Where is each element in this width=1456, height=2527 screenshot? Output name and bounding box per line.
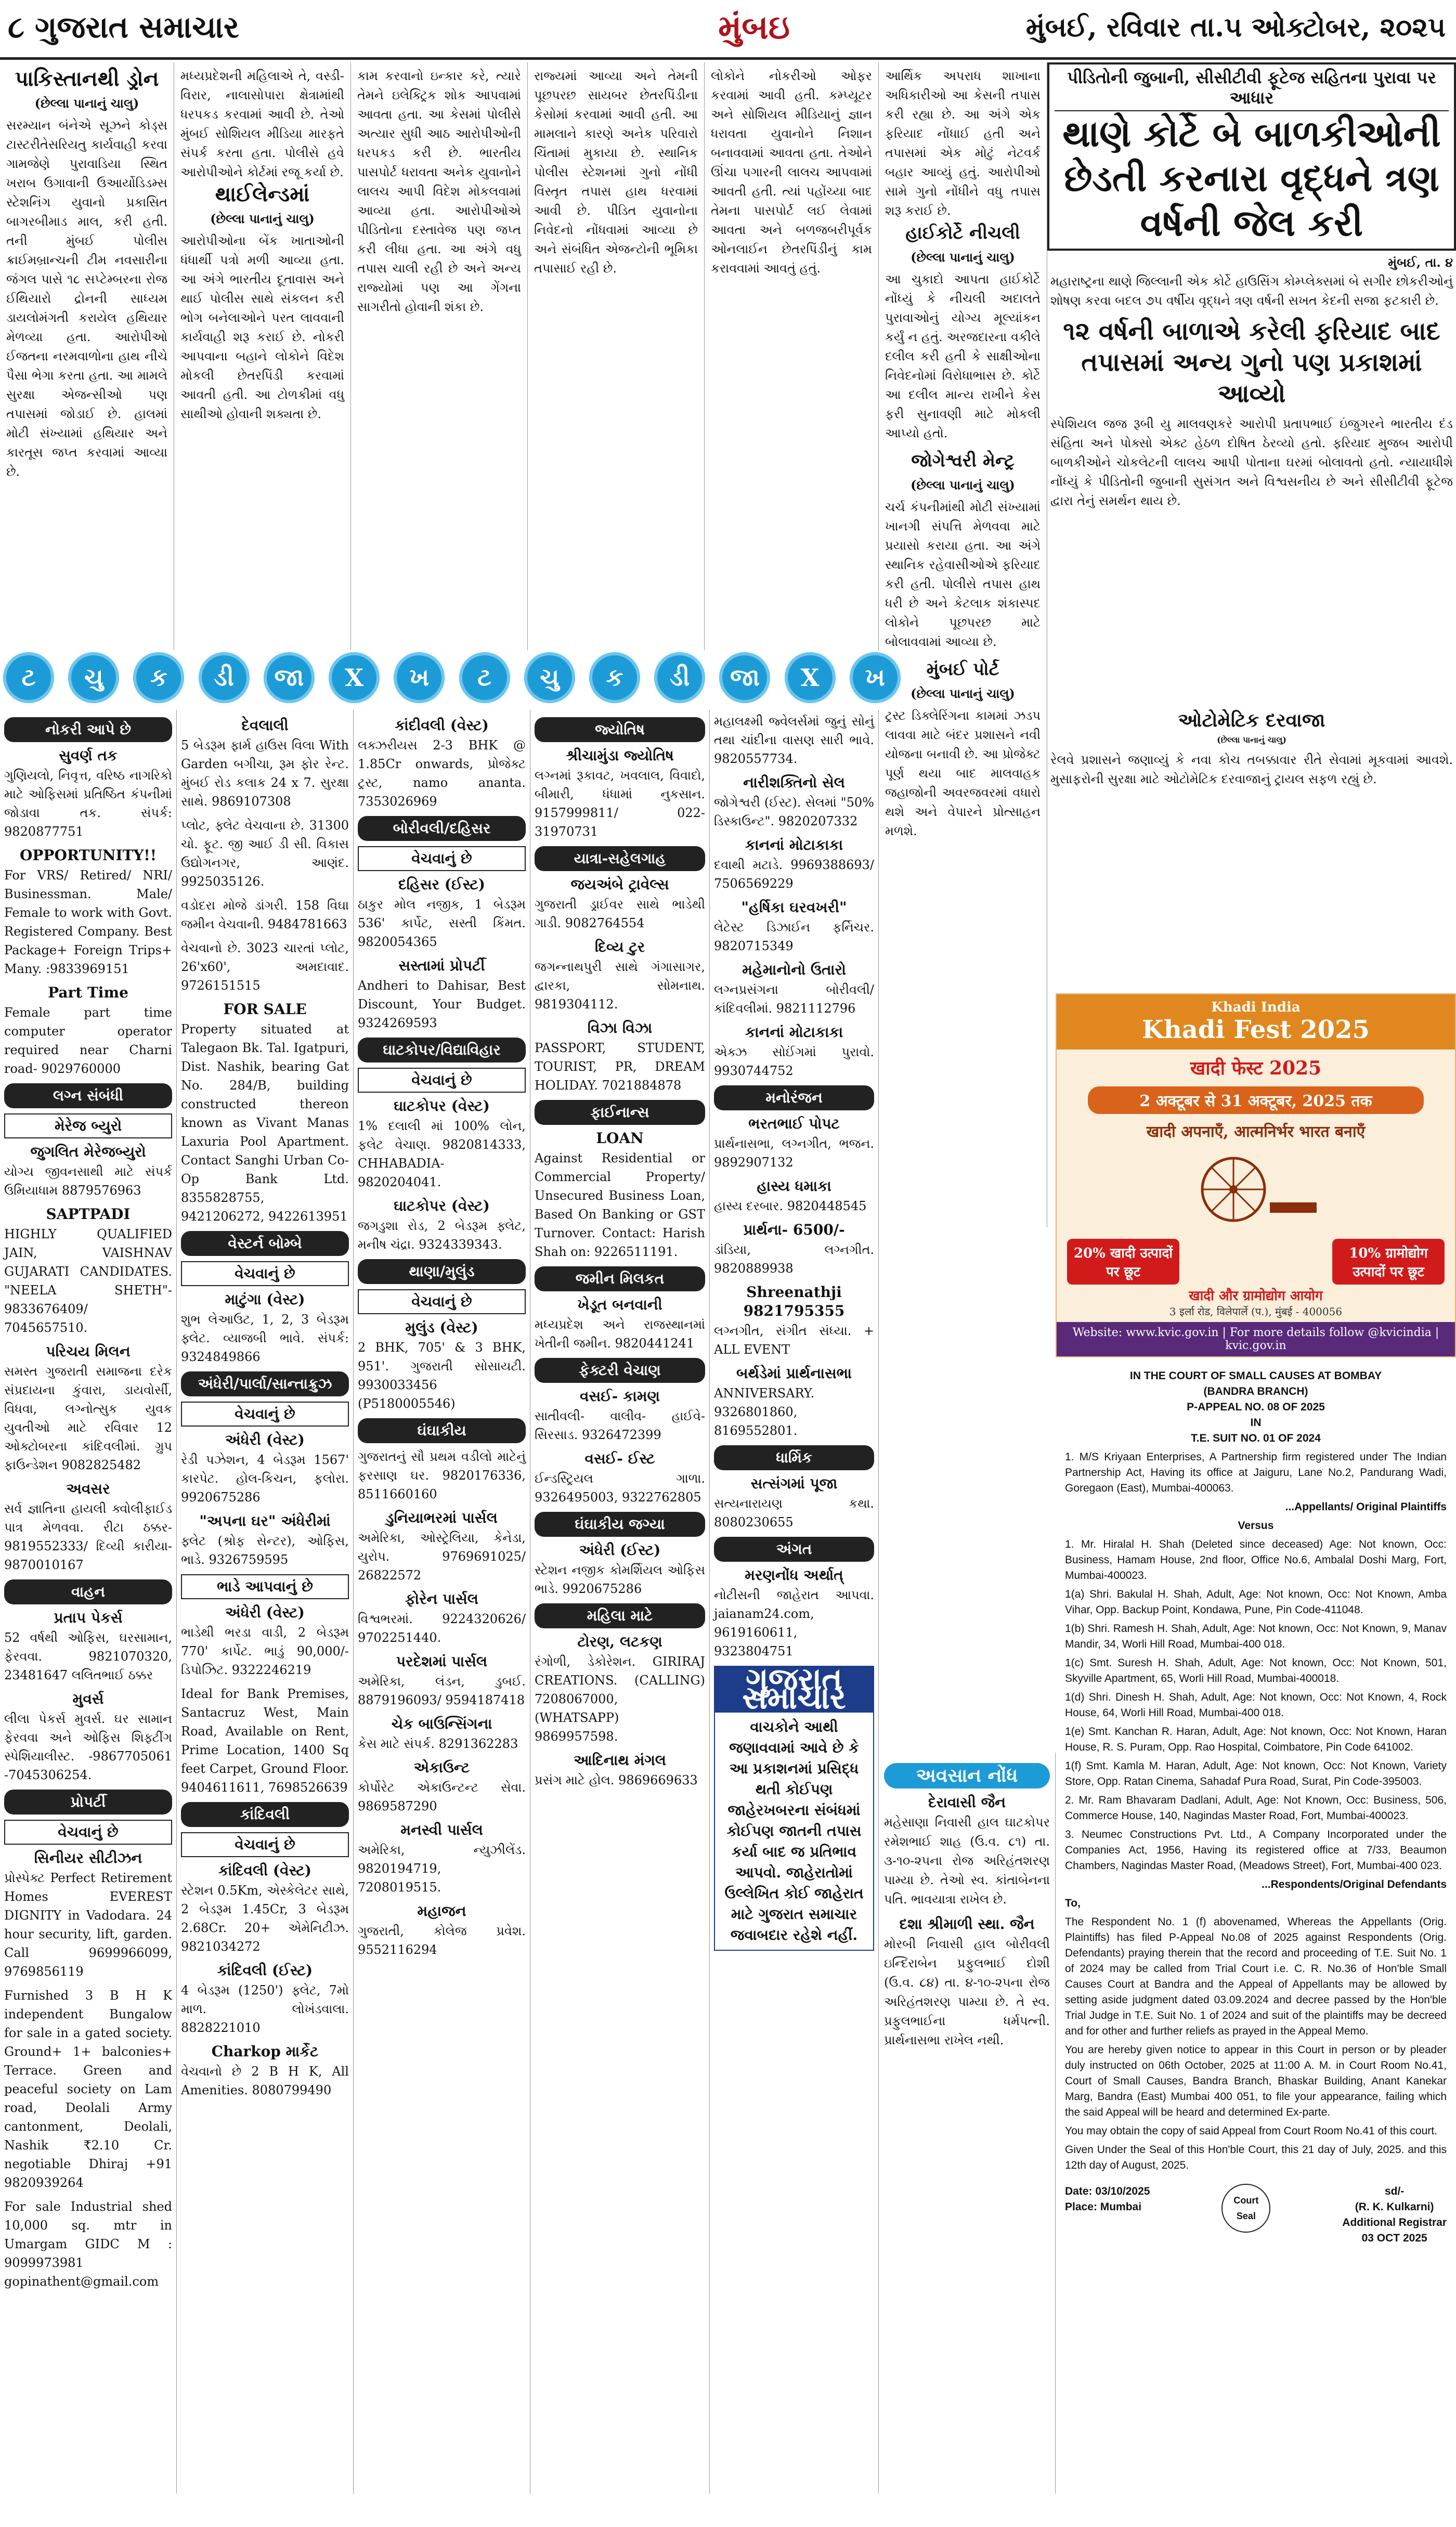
ad-title: કાંદીવલી (વેસ્ટ) xyxy=(395,717,489,734)
highcourt-headline: હાઈકોર્ટે નીચલી xyxy=(905,223,1020,243)
ad-section: વેચવાનું છે xyxy=(4,1820,172,1845)
court-versus: Versus xyxy=(1238,1520,1274,1532)
ad-title: પરદેશમાં પાર્સલ xyxy=(396,1653,488,1670)
ad-item: પ્રાર્થનાસભા, લગ્નગીત, ભજન. 9892907132 xyxy=(714,1136,874,1170)
khadi-offer-2: 10% ग्रामोद्योग उत्पादों पर छूट xyxy=(1332,1239,1445,1285)
right-story-box xyxy=(1047,62,1456,251)
category-vehicle: વાહન xyxy=(4,1579,172,1604)
khadi-tagline: खादी अपनाएँ, आत्मनिर्भर भारत बनाएँ xyxy=(1146,1123,1366,1141)
ad-title: એકાઉન્ટ xyxy=(413,1759,470,1776)
ad-item: જગડુશા રોડ, 2 બેડરૂમ ફ્લેટ, મનીષ ચંદ્રા. 9324339343. xyxy=(358,1219,526,1252)
ad-title: અંધેરી (વેસ્ટ) xyxy=(225,1431,305,1448)
ad-title: આદિનાથ મંગલ xyxy=(574,1752,666,1769)
ad-title: ખેડૂત બનવાની xyxy=(577,1296,662,1313)
classifieds-column-3 xyxy=(354,710,530,2494)
court-seal: Court Seal xyxy=(1221,2184,1270,2233)
ad-item: પ્લોટ, ફ્લેટ વેચવાના છે. 31300 ચો. ફૂટ. જી આઈ ડી સી. વિકાસ ઉદ્યોગનગર, આણંદ. 9925035126. xyxy=(181,818,349,889)
khadi-title: Khadi Fest 2025 xyxy=(1142,1015,1370,1044)
ad-item: ઠાકુર મોલ નજીક, 1 બેડરૂમ 536' કાર્પેટ, સસ્તી કિંમત. 9820054365 xyxy=(358,897,526,949)
ad-title: મુલુંડ (વેસ્ટ) xyxy=(405,1319,478,1336)
ad-title: સત્સંગમાં પૂજા xyxy=(750,1475,838,1492)
ad-item: લગ્નપ્રસંગના બોરીવલી/ કાંદિવલીમાં. 9821112796 xyxy=(714,982,874,1016)
category-factory: ફેક્ટરી વેચાણ xyxy=(535,1358,705,1383)
banner-letter: ટ xyxy=(3,652,54,703)
banner-letter: ખ xyxy=(850,652,901,703)
right-story-body-2: સ્પેશિયલ જજ રૂબી યુ માલવણકરે આરોપી પ્રતાપભાઈ ઇંજુગરને ભારતીય દંડ સંહિતા અને પોક્સો એક્ટ હેઠળ દોષિત ઠેરવ્યો હતો. ફરિયાદ મુજબ આરોપી બાળકીઓને ચોકલેટની લાલચ આપી પોતાના ઘરમાં બોલાવતો હતો. ન્યાયાધીશે નોંધ્યું કે પીડિતોની જુબાની સુસંગત અને વિશ્વસનીય છે અને સીસીટીવી ફૂટેજ દ્વારા તેનું સમર્થન થાય છે. xyxy=(1050,417,1453,508)
ad-item: લગ્નગીત, સંગીત સંધ્યા. + ALL EVENT xyxy=(714,1324,874,1357)
ad-item: પ્રોસ્પેક્ટ Perfect Retirement Homes EVEREST DIGNITY in Vadodara. 24 hour security, lift, garden. Call 9699966099, 9769856119 xyxy=(4,1871,172,1979)
ad-title: "અપના ઘર" અંધેરીમાં xyxy=(199,1512,331,1530)
ad-item: સમસ્ત ગુજરાતી સમાજના દરેક સંપ્રદાયના કુંવારા, ડાયવોર્સી, વિધવા, લગ્નોત્સુક યુવક યુવતીઓ માટે રવિવાર 12 ઓક્ટોબરના કાંદિવલીમાં. ગ્રુપ ફાઉન્ડેશન 9082825482 xyxy=(4,1364,172,1472)
ad-item: પ્રસંગ માટે હોલ. 9869669633 xyxy=(535,1773,698,1787)
ad-item: HIGHLY QUALIFIED JAIN, VAISHNAV GUJARATI CANDIDATES. "NEELA SHETH"- 9833676409/ 7045657510. xyxy=(4,1227,172,1335)
port-body: ટ્રસ્ટ ડિક્લેરિંગના કામમાં ઝડપ લાવવા માટે બંદર પ્રશાસને નવી યોજના બનાવી છે. આ પ્રોજેક્ટ પૂર્ણ થયા બાદ માલવાહક જહાજોની અવરજવરમાં વધારો થશે અને વેપારને પ્રોત્સાહન મળશે. xyxy=(885,708,1041,838)
ad-item: Female part time computer operator required near Charni road- 9029760000 xyxy=(4,1005,172,1076)
banner-letter: X xyxy=(785,652,836,703)
ad-item: એક્ઝ સોઈંગમાં પુરાવો. 9930744752 xyxy=(714,1045,874,1078)
khadi-footer: Website: www.kvic.gov.in | For more details follow @kvicindia | kvic.gov.in xyxy=(1057,1322,1455,1356)
ad-item: 1% દલાલી માં 100% લોન, ફલેટ વેચાણ. 9820814333, CHHABADIA- 9820204041. xyxy=(358,1119,526,1189)
news-column-5 xyxy=(705,62,879,650)
category-entertainment: મનોરંજન xyxy=(714,1085,874,1110)
ad-item: ભાડેથી ભરડા વાડી, 2 બેડરૂમ 770' કાર્પેટ. ભાડું 90,000/- ડિપોઝિટ. 9322246219 xyxy=(181,1625,349,1677)
ad-title: અંધેરી (વેસ્ટ) xyxy=(225,1604,305,1621)
category-business-space: ઘંઘાકીય જગ્યા xyxy=(535,1512,705,1537)
ad-section: ભાડે આપવાનું છે xyxy=(181,1574,349,1599)
ad-title: બર્થડેમાં પ્રાર્થનાસભા xyxy=(736,1365,852,1382)
col5-body: લોકોને નોકરીઓ ઓફર કરવામાં આવી હતી. કમ્પ્યૂટર અને સોશિયલ મીડિયાનું જ્ઞાન ધરાવતા યુવાનોને નિશાન બનાવવામાં આવતા હતા. તેઓને ઊંચા પગારની લાલચ આપવામાં આવતી હતી. ત્યાં પહોંચ્યા બાદ તેમના પાસપોર્ટ લઈ લેવામાં આવતા અને બળજબરીપૂર્વક ઓનલાઈન છેતરપિંડીનું કામ કરાવવામાં આવતું હતું. xyxy=(711,69,872,276)
ad-title: પરિચય મિલન xyxy=(46,1343,131,1360)
drone-body: સરમ્યાન બંનેએ સૂઝને કોડ્સ ટાસ્ટરીતેસરિયતુ કાર્યવાહી કરવા ગામજેણે પુરાવાડિયા સ્થિત ખરાબ ઉગાવાની ઉઆર્યોડિડમ્સ સ્ટેશનિંગ યુવાનો પ્રકાસિત બાગરબીમાડ માલ, કરી હતી. તની મુંબઈ પોલીસ ક્રાઈમબ્રાન્ચની ટીમ નવસારીના જંગલ પાસે ૧૮ સપ્ટેમ્બરના રોજ ઈથિયારો દ્રોનની સાધ્યમ ડાયલોમંગતી કરાયેલ હથિયાર મેળવ્યા હતા. આરોપીઓ ઈજતના નરમવાળોના હાથ નીચે પૈસા ભેગા કરતા હતા. આ મામલે સુરક્ષા એજન્સીઓ પણ તપાસમાં જોડાઈ છે. હાલમાં મોટી સંખ્યામાં હથિયાર અને કારતૂસ જપ્ત કરવામાં આવ્યા છે. xyxy=(6,118,167,479)
right-story-subhead: ૧૨ વર્ષની બાળાએ કરેલી ફરિયાદ બાદ તપાસમાં અન્ય ગુનો પણ પ્રકાશમાં આવ્યો xyxy=(1063,317,1440,408)
obituary-2-text: મોરબી નિવાસી હાલ બોરીવલી ઇન્દિરાબેન પ્રફુલભાઈ દોશી (ઉ.વ. ૮૪) તા. ૪-૧૦-૨૫ના રોજ અરિહંતશરણ પામ્યા છે. તે સ્વ. પ્રફુલભાઈના ધર્મપત્ની. પ્રાર્થનાસભા રાખેલ નથી. xyxy=(884,1937,1050,2047)
ad-title: શ્રીચામુંડા જ્યોતિષ xyxy=(566,747,674,764)
right-story-headline: થાણે કોર્ટે બે બાળકીઓની છેડતી કરનારા વૃદ્ધને ત્રણ વર્ષની જેલ કરી xyxy=(1062,112,1441,244)
ad-section: વેચવાનું છે xyxy=(181,1832,349,1857)
news-column-3 xyxy=(351,62,528,650)
ad-title: જુગલિત મેરેજબ્યુરો xyxy=(30,1143,146,1160)
ad-title: ડુનિયાભરમાં પાર્સલ xyxy=(386,1509,498,1526)
ad-title: વિઝા વિઝા xyxy=(587,1019,653,1036)
ad-item: જોગેશ્વરી (ઈસ્ટ). સેલમાં "50% ડિસ્કાઉન્ટ". 9820207332 xyxy=(714,795,874,828)
ad-title: ઘાટકોપર (વેસ્ટ) xyxy=(394,1197,490,1214)
ad-title: Shreenathji 9821795355 xyxy=(743,1284,845,1319)
jogeshwari-headline: જોગેશ્વરી મેન્ટ્ર xyxy=(911,450,1015,471)
ad-title: માટુંગા (વેસ્ટ) xyxy=(225,1291,305,1308)
ad-item: નોટીસની જાહેરાત આપવા. jaianam24.com, 9619160611, 9323804751 xyxy=(714,1588,874,1658)
court-body: The Respondent No. 1 (f) abovenamed, Whereas the Appellants (Orig. Plaintiffs) has filed P-Appeal No.08 of 2025 against Respondents (Orig. Defendants) praying therein that the record and proceeding of T.E. Suit No. 1 of 2024 may be called from Trial Court i.e. C. R. No.36 of Hon'ble Small Causes Court at Bandra and the Appeal of Appellants may be allowed by setting aside judgment dated 03.09.2024 and decree passed by the Hon'ble Trial Judge in T.E. Suit No. 1 of 2024 and suit of the plaintiffs may be decreed and for other and further reliefs as prayed in the Appeal Memo. xyxy=(1065,1916,1447,2037)
ad-title: ટોરણ, લટકણ xyxy=(577,1633,662,1650)
news-column-4 xyxy=(528,62,705,650)
ad-title: દિવ્ય ટુર xyxy=(594,938,645,955)
port-headline: મુંબઈ પોર્ટ xyxy=(926,659,999,680)
ad-title: SAPTPADI xyxy=(46,1206,131,1223)
khadi-org: खादी और ग्रामोद्योग आयोग xyxy=(1189,1288,1323,1304)
court-party-role: ...Respondents/Original Defendants xyxy=(1262,1878,1447,1890)
col3-body: કામ કરવાનો ઇન્કાર કરે, ત્યારે તેમને ઇલેક્ટ્રિક શોક આપવામાં આવતા હતા. આ કેસમાં પોલીસે અત્યાર સુધી આઠ આરોપીઓની ધરપકડ કરી છે. ભારતીય પાસપોર્ટ ધરાવતા અનેક યુવાનોને લાલચ આપી વિદેશ મોકલવામાં આવ્યા હતા. આરોપીઓએ પીડિતોના દસ્તાવેજ પણ જપ્ત કરી લીધા હતા. આ અંગે વધુ તપાસ ચાલી રહી છે અને અન્ય રાજ્યોમાં પણ આ ગેંગના સાગરીતો હોવાની શંકા છે. xyxy=(357,69,521,314)
category-marriage: લગ્ન સંબંધી xyxy=(4,1083,172,1108)
category-thane: થાણા/મુલુંડ xyxy=(358,1259,526,1284)
banner-letter: ડી xyxy=(654,652,705,703)
category-kandivali: કાંદિવલી xyxy=(181,1802,349,1827)
highcourt-body: આ ચુકાદો આપતા હાઈકોર્ટે નોંધ્યું કે નીચલી અદાલતે પુરાવાઓનું યોગ્ય મૂલ્યાંકન કર્યું ન હતું. અરજદારના વકીલે દલીલ કરી હતી કે સાક્ષીઓના નિવેદનોમાં વિરોધાભાસ છે. કોર્ટે આ દલીલ માન્ય રાખીને કેસ ફરી સુનાવણી માટે મોકલી આપ્યો હતો. xyxy=(885,272,1041,440)
ad-title: મનસ્વી પાર્સલ xyxy=(400,1821,483,1838)
ad-item: 4 બેડરૂમ (1250') ફ્લેટ, 7મો માળ. લોખંડવાલા. 8828221010 xyxy=(181,1983,349,2035)
col6-body: આર્થિક અપરાધ શાખાના અધિકારીઓ આ કેસની તપાસ કરી રહ્યા છે. આ અંગે એક ફરિયાદ નોંધાઈ હતી અને તપાસમાં એક મોટું નેટવર્ક બહાર આવ્યું હતું. આરોપીઓ સામે ગુનો નોંધીને વધુ તપાસ શરૂ કરાઈ છે. xyxy=(885,69,1041,218)
auto-door-body: રેલવે પ્રશાસને જણાવ્યું કે નવા કોચ તબક્કાવાર રીતે સેવામાં મૂકવામાં આવશે. મુસાફરોની સુરક્ષા માટે ઓટોમેટિક દરવાજાનું ટ્રાયલ સફળ રહ્યું છે. xyxy=(1050,753,1453,786)
ad-item: રંગોળી, ડેકોરેશન. GIRIRAJ CREATIONS. (CALLING) 7208067000, (WHATSAPP) 9869957598. xyxy=(535,1654,705,1744)
ad-title: મુવર્સ xyxy=(72,1690,104,1707)
ad-item: For sale Industrial shed 10,000 sq. mtr in Umargam GIDC M : 9099973981 gopinathent@gmail.com xyxy=(4,2199,172,2289)
obituary-2-title: દશા શ્રીમાળી સ્થા. જૈન xyxy=(899,1915,1035,1933)
category-land: જમીન મિલકત xyxy=(535,1266,705,1291)
ad-item: Andheri to Dahisar, Best Discount, Your Budget. 9324269593 xyxy=(358,978,526,1030)
obituary-1-title: દેરાવાસી જૈન xyxy=(928,1794,1006,1811)
gs-notice-brand: ગુજરાત સમાચાર xyxy=(714,1666,874,1712)
issue-date: મુંબઈ, રવિવાર તા.૫ ઓક્ટોબર, ૨૦૨૫ xyxy=(1025,11,1446,43)
category-personal: અંગત xyxy=(714,1537,874,1562)
khadi-brand: Khadi India xyxy=(1211,1000,1301,1015)
banner-letter: ક xyxy=(589,652,640,703)
court-party: 1(b) Shri. Ramesh H. Shah, Adult, Age: Not known, Occ: Not Known, 9, Manav Mandir, 34, Worli Hill Road, Mumbai-400 018. xyxy=(1065,1623,1447,1650)
ad-item: હાસ્ય દરબાર. 9820448545 xyxy=(714,1199,867,1213)
ad-title: Part Time xyxy=(48,984,128,1001)
category-astrology: જ્યોતિષ xyxy=(535,717,705,742)
obituary-1-text: મહેસાણા નિવાસી હાલ ઘાટકોપર રમેશભાઈ શાહ (ઉ.વ. ૮૧) તા. ૩-૧૦-૨૫ના રોજ અરિહંતશરણ પામ્યા છે. તેઓ સ્વ. કાંતાબેનના પતિ. ભાવયાત્રા રાખેલ છે. xyxy=(884,1815,1050,1907)
ad-item: કેસ માટે સંપર્ક. 8291362283 xyxy=(358,1736,518,1751)
category-andheri: અંધેરી/પાર્લા/સાન્તાક્રુઝ xyxy=(181,1371,349,1396)
page-header xyxy=(0,0,1456,60)
banner-letter: ક xyxy=(133,652,184,703)
category-religious: ધાર્મિક xyxy=(714,1445,874,1470)
court-party: 1. M/S Kriyaan Enterprises, A Partnership firm registered under The Indian Partnership Act, Having its office at Jaiguru, Lane No.2, Pandurang Wadi, Goregaon (East), Mumbai-400063. xyxy=(1065,1451,1447,1494)
ad-item: For VRS/ Retired/ NRI/ Businessman. Male/ Female to work with Govt. Registered Company. Best Package+ Foreign Trips+ Many. :9833969151 xyxy=(4,868,172,976)
ad-item: સાતીવલી- વાલીવ- હાઈવે- સિરસાડ. 9326472399 xyxy=(535,1409,705,1442)
court-body: Given Under the Seal of this Hon'ble Court, this 21 day of July, 2025. and this 12th day of August, 2025. xyxy=(1065,2144,1447,2171)
ad-item: ફ્લેટ (શ્રોફ સેન્ટર), ઓફિસ, ભાડે. 9326759595 xyxy=(181,1534,349,1567)
ad-title: "હર્ષિકા ઘરવખરી" xyxy=(741,899,847,916)
court-body: You may obtain the copy of said Appeal from Court Room No.41 of this court. xyxy=(1065,2125,1437,2137)
ad-title: કાંદિવલી (વેસ્ટ) xyxy=(218,1862,312,1879)
category-travel: યાત્રા-સહેલગાહ xyxy=(535,846,705,871)
news-column-drone xyxy=(0,62,174,650)
auto-door-cont: (છેલ્લા પાનાનું ચાલુ) xyxy=(1217,735,1286,745)
category-jobs: નોકરી આપે છે xyxy=(4,717,172,742)
drone-cont: (છેલ્લા પાનાનું ચાલુ) xyxy=(34,96,139,111)
court-party: 2. Mr. Ram Bhavaram Dadlani, Adult, Age: Not Known, Occ: Business, 506, Commerce House, 140, Nagindas Master Road, Fort, Mumbai-400023. xyxy=(1065,1794,1447,1822)
ad-title: સસ્તામાં પ્રોપર્ટી xyxy=(398,957,485,974)
ad-item: લેટેસ્ટ ડિઝાઈન ફર્નિચર. 9820715349 xyxy=(714,920,874,953)
banner-letter: ખ xyxy=(394,652,445,703)
ad-title: કાંદિવલી (ઈસ્ટ) xyxy=(217,1962,313,1979)
court-party: 1. Mr. Hiralal H. Shah (Deleted since deceased) Age: Not known, Occ: Business, Hamam House, 2nd floor, Office No.6, Ambalal Doshi Marg, Fort, Mumbai-400023. xyxy=(1065,1538,1447,1582)
court-party: 1(d) Shri. Dinesh H. Shah, Adult, Age: Not known, Occ: Not Known, 4, Rock House, 64, Worli Hill Road, Mumbai-400 018. xyxy=(1065,1691,1447,1719)
banner-letter: ટ xyxy=(459,652,510,703)
category-finance: ફાઈનાન્સ xyxy=(535,1100,705,1125)
ad-item: 2 BHK, 705' & 3 BHK, 951'. ગુજરાતી સોસાયટી. 9930033456 (P5180005546) xyxy=(358,1340,526,1411)
banner-letter: જા xyxy=(264,652,315,703)
ad-item: વડોદરા મોજે ડાંગરી. 158 વિઘા જમીન વેચવાની. 9484781663 xyxy=(181,898,349,931)
ad-title: વસઈ- કામણ xyxy=(580,1388,660,1405)
ad-item: ડાંડિયા, લગ્નગીત. 9820889938 xyxy=(714,1242,874,1276)
right-story-dateline: મુંબઈ, તા. ૪ xyxy=(1388,255,1453,270)
ad-title: અંધેરી (ઈસ્ટ) xyxy=(579,1541,661,1559)
ad-item: Against Residential or Commercial Property/ Unsecured Business Loan, Based On Banking or GST Turnover. Contact: Harish Shah on: 9226511191. xyxy=(535,1151,705,1259)
khadi-title-hindi: खादी फेस्ट 2025 xyxy=(1190,1057,1322,1079)
spinning-wheel-icon xyxy=(1192,1150,1322,1228)
ad-item: ગુજરાતનું સૌ પ્રથમ વડીલો માટેનું ફરસાણ ઘર. 9820176336, 8511660160 xyxy=(358,1449,526,1501)
ad-title: દેવલાલી xyxy=(241,717,289,734)
ad-title: મહેમાનોનો ઉતારો xyxy=(742,961,846,978)
court-to: To, xyxy=(1065,1897,1081,1909)
ad-title: વસઈ- ઈસ્ટ xyxy=(584,1450,655,1467)
gs-notice-text: વાચકોને આથી જણાવવામાં આવે છે કે આ પ્રકાશનમાં પ્રસિદ્ધ થતી કોઈપણ જાહેરખબરના સંબંધમાં કોઈપણ જાતની તપાસ કર્યા બાદ જ પ્રતિભાવ આપવો. જાહેરાતોમાં ઉલ્લેખિત કોઈ જાહેરાત માટે ગુજરાત સમાચાર જવાબદાર રહેશે નહીં. xyxy=(714,1712,874,1951)
court-heading: IN THE COURT OF SMALL CAUSES AT BOMBAY xyxy=(1129,1370,1382,1382)
paper-name: ગુજરાત સમાચાર xyxy=(35,9,239,45)
court-party: 1(c) Smt. Suresh H. Shah, Adult, Age: Not known, Occ: Not Known, 501, Skyville Apartment, 65, Worli Hill Road, Mumbai-400018. xyxy=(1065,1657,1447,1684)
khadi-dates: 2 अक्टूबर से 31 अक्टूबर, 2025 तक xyxy=(1088,1086,1424,1114)
classifieds-column-1 xyxy=(0,710,177,2494)
ad-title: ઘાટકોપર (વેસ્ટ) xyxy=(394,1097,490,1115)
category-women: મહિલા માટે xyxy=(535,1603,705,1628)
ad-title: સુવર્ણ તક xyxy=(59,747,118,764)
banner-letter: ડી xyxy=(199,652,250,703)
ad-title: નારીશક્તિનો સેલ xyxy=(743,774,845,791)
ad-item: મહાલક્ષ્મી જ્વેલર્સમાં જુનું સોનું તથા ચાંદીના વાસણ સારી ભાવે. 9820557734. xyxy=(714,714,874,766)
page-number: ૮ xyxy=(8,9,24,45)
banner-letter: જા xyxy=(719,652,770,703)
ad-title: કાનનાં મોટાકાકા xyxy=(745,836,843,853)
ad-item: PASSPORT, STUDENT, TOURIST, PR, DREAM HOLIDAY. 7021884878 xyxy=(535,1041,705,1093)
ad-item: ગુજરાતી ડ્રાઈવર સાથે ભાડેથી ગાડી. 9082764554 xyxy=(535,897,705,930)
khadi-offer-1: 20% खादी उत्पादों पर छूट xyxy=(1067,1239,1179,1285)
court-party-role: ...Appellants/ Original Plaintiffs xyxy=(1285,1501,1447,1513)
masthead-left xyxy=(8,9,239,45)
court-sign-date: 03 OCT 2025 xyxy=(1361,2232,1427,2244)
ad-item: લગ્નમાં રૂકાવટ, ખવલાલ, વિવાદો, બીમારી, ધંધામાં નુકસાન. 9157999811/ 022-31970731 xyxy=(535,768,705,839)
ad-title: કાનનાં મોટાકાકા xyxy=(745,1023,843,1041)
court-sign-title: Additional Registrar xyxy=(1342,2217,1447,2228)
auto-door-headline: ઓટોમેટિક દરવાજા xyxy=(1178,709,1325,731)
ad-item: અમેરિકા, લંડન, ડુબઈ. 8879196093/ 9594187418 xyxy=(358,1674,526,1707)
right-story-body xyxy=(1047,251,1456,313)
category-borivali: બોરીવલી/દહિસર xyxy=(358,816,526,841)
ad-title: અવસર xyxy=(66,1480,110,1497)
ad-item: સત્યનારાયણ કથા. 8080230655 xyxy=(714,1496,874,1530)
ad-item: Property situated at Talegaon Bk. Tal. Igatpuri, Dist. Nashik, bearing Gat No. 284/B, building constructed thereon known as Vivant Manas Laxuria Pool Apartment. Contact Sanghi Urban Co-Op Bank Ltd. 8355828755, 9421206272, 9422613951 xyxy=(181,1022,349,1224)
thailand-cont: (છેલ્લા પાનાનું ચાલુ) xyxy=(210,211,315,226)
ad-title: LOAN xyxy=(596,1130,644,1147)
court-branch: (BANDRA BRANCH) xyxy=(1203,1385,1308,1397)
court-party: 1(f) Smt. Kamla M. Haran, Adult, Age: Not known, Occ: Not Known, Variety Store, Opp. Ratan Cinema, Sahadaf Pura Road, Surat, Pin Code-395003. xyxy=(1065,1760,1447,1787)
court-party: 3. Neumec Constructions Pvt. Ltd., A Company Incorporated under the Companies Act, 1956, Having its registered office at 7/33, Beaumon Chambers, Nagindas Master Road, (Meadows Street), Fort, Mumbai-400 023. xyxy=(1065,1829,1447,1872)
ad-section: વેચવાનું છે xyxy=(358,846,526,871)
right-lead-story xyxy=(1047,62,1456,872)
ad-item: શુભ લેઆઉટ, 1, 2, 3 બેડરૂમ ફ્લેટ. વ્યાજબી ભાવે. સંપર્ક: 9324849866 xyxy=(181,1312,349,1364)
port-cont: (છેલ્લા પાનાનું ચાલુ) xyxy=(911,686,1015,701)
ad-item: સ્ટેશન નજીક કોમર્શિયલ ઓફિસ ભાડે. 9920675286 xyxy=(535,1563,705,1596)
classified-banner xyxy=(0,650,904,705)
ad-section: વેચવાનું છે xyxy=(181,1261,349,1286)
ad-item: Furnished 3 B H K independent Bungalow for sale in a gated society. Ground+ 1+ balconies+ Terrace. Green and peaceful society on Lam road, Deolali Army cantonment, Deolali, Nashik ₹2.10 Cr. negotiable Dhiraj +91 9820939264 xyxy=(4,1988,172,2190)
category-property: પ્રોપર્ટી xyxy=(4,1790,172,1815)
court-party: 1(a) Shri. Bakulal H. Shah, Adult, Age: Not known, Occ: Not Known, Amba Vihar, Opp. Backup Point, Kondawa, Pune, Pin Code-411048. xyxy=(1065,1588,1447,1616)
court-sign-name: (R. K. Kulkarni) xyxy=(1355,2201,1434,2213)
ad-item: ગુજરાતી, કોલેજ પ્રવેશ. 9552116294 xyxy=(358,1924,526,1957)
ad-item: 52 વર્ષથી ઓફિસ, ઘરસામાન, ફેરવવા. 9821070320, 23481647 લલિતભાઈ ઠક્કર xyxy=(4,1630,172,1682)
court-sign: sd/- xyxy=(1384,2185,1405,2197)
ad-item: 5 બેડરૂમ ફાર્મ હાઉસ વિલા With Garden બગીચા, રૂમ ફોર રેન્ટ. મુંબઈ રોડ કલાક 24 x 7. સુરક્ષા સાથે. 9869107308 xyxy=(181,738,349,809)
court-footer xyxy=(1065,2184,1447,2246)
classifieds-column-4 xyxy=(530,710,710,2494)
court-place: Place: Mumbai xyxy=(1065,2201,1142,2213)
court-appeal-no: P-APPEAL NO. 08 OF 2025 xyxy=(1187,1401,1325,1413)
ad-item: વેચવાનો છે. 3023 ચારતાં પ્લોટ, 26'x60', અમદાવાદ. 9726151515 xyxy=(181,941,349,993)
ad-title: સિનીયર સીટીઝન xyxy=(34,1849,142,1867)
ad-item: સ્ટેશન 0.5Km, એસ્કેલેટર સાથે, 2 બેડરૂમ 1.45Cr, 3 બેડરૂમ 2.68Cr. 20+ એમેનિટીઝ. 9821034272 xyxy=(181,1883,349,1954)
news-column-thailand xyxy=(174,62,351,650)
ad-item: લીલા પેકર્સ મુવર્સ. ઘર સામાન ફેરવવા અને ઓફિસ શિફ્ટીંગ સ્પેશિયાલીસ્ટ. -9867705061 -7045306254. xyxy=(4,1712,172,1782)
khadi-fest-ad xyxy=(1056,993,1456,1357)
highcourt-cont: (છેલ્લા પાનાનું ચાલુ) xyxy=(911,250,1015,265)
classifieds-column-5 xyxy=(710,710,879,2494)
jogeshwari-cont: (છેલ્લા પાનાનું ચાલુ) xyxy=(911,477,1015,493)
category-business: ઘંઘાકીય xyxy=(358,1418,526,1443)
right-story-body-1: મહારાષ્ટ્રના થાણે જિલ્લાની એક કોર્ટે હાઉસિંગ કોમ્પ્લેક્સમાં બે સગીર છોકરીઓનું શોષણ કરવા બદલ ૭૫ વર્ષીય વૃદ્ધને ત્રણ વર્ષની સખત કેદની સજા ફટકારી છે. xyxy=(1050,274,1453,308)
ad-title: હાસ્ય ધમાકા xyxy=(757,1177,831,1195)
classifieds-column-2 xyxy=(177,710,354,2494)
ad-item: વેચવાનો છે 2 B H K, All Amenities. 8080799490 xyxy=(181,2064,349,2097)
ad-section: વેચવાનું છે xyxy=(358,1289,526,1314)
ad-item: કોર્પોરેટ એકાઉન્ટન્ટ સેવા. 9869587290 xyxy=(358,1780,526,1813)
ad-title: ફોરેન પાર્સલ xyxy=(405,1590,478,1608)
section-title: મુંબઇ xyxy=(718,8,790,47)
ad-item: દવાથી મટાડે. 9969388693/ 7506569229 xyxy=(714,858,874,891)
ad-title: મહાજન xyxy=(417,1902,466,1920)
right-story-kicker: પીડિતોની જુબાની, સીસીટીવી ફૂટેજ સહિતના પુરાવા પર આધાર xyxy=(1055,68,1449,111)
ad-title: પ્રાર્થના- 6500/- xyxy=(743,1221,845,1238)
ad-item: યોગ્ય જીવનસાથી માટે સંપર્ક ઉમિયાધામ 8879576963 xyxy=(4,1164,172,1198)
obituary-column xyxy=(879,1753,1056,2494)
ad-item: અમેરિકા, ઓસ્ટ્રેલિયા, કેનેડા, યુરોપ. 9769691025/ 26822572 xyxy=(358,1531,526,1583)
ad-title: મરણનોંધ અર્થાત્ xyxy=(745,1566,843,1584)
ad-item: વિશ્વભરમાં. 9224320626/ 9702251440. xyxy=(358,1612,526,1645)
ad-title: ચેક બાઉન્સિંગના xyxy=(391,1715,492,1732)
khadi-address: 3 इर्ला रोड, विलेपार्ले (प.), मुंबई - 400056 xyxy=(1169,1305,1343,1318)
ad-section: વેચવાનું છે xyxy=(181,1402,349,1427)
ad-item: સર્વ જ્ઞાતિના હાયલી ક્વોલીફાઈડ પાત્ર મેળવવા. રીટા ઠક્કર- 9819552333/ દિવ્યી કારીયા- 9870010167 xyxy=(4,1501,172,1572)
thailand-headline: થાઈલેન્ડમાં xyxy=(215,182,310,206)
ad-item: અમેરિકા, ન્યુઝીલેંડ. 9820194719, 7208019515. xyxy=(358,1843,526,1895)
ad-item: રેડી પઝેશન, 4 બેડરૂમ 1567' કારપેટ. હોલ-કિચન, ફલોરા. 9920675286 xyxy=(181,1453,349,1505)
ad-section: મેરેજ બ્યુરો xyxy=(4,1113,172,1138)
thailand-body-top: મધ્યપ્રદેશની મહિલાએ તે, વસ્ડી-વિરાર, નાલાસોપારા ક્ષેત્રામાંથી ધરપકડ કરવામાં આવી છે. તેઓ મુંબઈ સોશિયલ મીડિયા મારફતે સંપર્ક કરતા હતા. પોલીસે હવે આરોપીઓને કોર્ટમાં રજૂ કર્યા છે. xyxy=(180,69,344,179)
news-column-6 xyxy=(879,62,1047,1227)
ad-item: જગન્નાથપુરી સાથે ગંગાસાગર, દ્વારકા, સોમનાથ. 9819304112. xyxy=(535,960,705,1012)
court-suit-no: T.E. SUIT NO. 01 OF 2024 xyxy=(1191,1432,1321,1444)
ad-item: ગુણિયલો, નિવૃત્ત, વરિષ્ઠ નાગરિકો માટે ઓફિસમાં પ્રતિષ્ઠિત કંપનીમાં જોડાવા તક. સંપર્ક: 9820877751 xyxy=(4,768,172,839)
drone-headline: પાકિસ્તાનથી ડ્રોન xyxy=(15,67,159,91)
ad-item: મધ્યપ્રદેશ અને રાજસ્થાનમાં ખેતીની જમીન. 9820441241 xyxy=(535,1317,705,1351)
ad-title: ભરતભાઈ પોપટ xyxy=(748,1115,840,1132)
court-date: Date: 03/10/2025 xyxy=(1065,2185,1150,2197)
ad-title: દહિસર (ઈસ્ટ) xyxy=(398,876,486,893)
banner-letter: ચુ xyxy=(524,652,575,703)
ad-title: પ્રતાપ પેકર્સ xyxy=(54,1609,123,1626)
ad-section: વેચવાનું છે xyxy=(358,1068,526,1093)
ad-item: Ideal for Bank Premises, Santacruz West, Main Road, Available on Rent, Prime Location, 1400 Sq feet Carpet, Ground Floor. 9404611611, 7698526639 xyxy=(181,1687,349,1795)
banner-letter: X xyxy=(329,652,380,703)
ad-item: ANNIVERSARY. 9326801860, 8169552801. xyxy=(714,1386,815,1438)
court-party: 1(e) Smt. Kanchan R. Haran, Adult, Age: Not known, Occ: Not Known, Haran House, R. S. Puram, Opp. Rao Hospital, Coimbatore, Pin Code 641002. xyxy=(1065,1726,1447,1753)
ad-title: OPPORTUNITY!! xyxy=(19,847,157,864)
ad-title: જયઅંબે ટ્રાવેલ્સ xyxy=(570,876,669,893)
court-notice xyxy=(1056,1365,1456,2494)
thailand-body: આરોપીઓના બેંક ખાતાઓની ધંધાર્થી પત્રો મળી આવ્યા હતા. આ અંગે ભારતીય દૂતાવાસ અને થાઈ પોલીસ સાથે સંકલન કરી ભોગ બનેલાઓને પરત લાવવાની કાર્યવાહી શરૂ કરાઈ છે. નોકરી આપવાના બહાને લોકોને વિદેશ મોકલી છેતરપિંડી કરવામાં આવતી હતી. આ ટોળકીમાં વધુ સાથીઓ હોવાની શક્યતા છે. xyxy=(180,234,344,421)
category-ghatkopar: ઘાટકોપર/વિદ્યાવિહાર xyxy=(358,1038,526,1062)
category-western-bombay: વેસ્ટર્ન બોમ્બે xyxy=(181,1231,349,1256)
jogeshwari-body: ચર્ચ કંપનીમાંથી મોટી સંખ્યામાં ખાનગી સંપત્તિ મેળવવા માટે પ્રયાસો કરાયા હતા. આ અંગે સ્થાનિક રહેવાસીઓએ ફરિયાદ કરી હતી. પોલીસે તપાસ હાથ ધરી છે અને કેટલાક શંકાસ્પદ લોકોને પૂછપરછ માટે બોલાવવામાં આવ્યા છે. xyxy=(885,500,1041,649)
obituary-header: અવસાન નોંધ xyxy=(884,1763,1050,1789)
ad-item: ઈન્ડસ્ટ્રિયલ ગાળા. 9326495003, 9322762805 xyxy=(535,1471,705,1505)
khadi-ad-header xyxy=(1057,994,1455,1049)
col4-body: રાજ્યમાં આવ્યા અને તેમની પૂછપરછ સાયબર છેતરપિંડીના કેસોમાં કરવામાં આવી હતી. આ મામલાને કારણે અનેક પરિવારો ચિંતામાં મુકાયા છે. સ્થાનિક પોલીસ સ્ટેશનમાં ગુનો નોંધી વિસ્તૃત તપાસ હાથ ધરવામાં આવી છે. પીડિત યુવાનોના નિવેદનો નોંધવામાં આવ્યા છે અને સંબંધિત એજન્ટોની ભૂમિકા તપાસાઈ રહી છે. xyxy=(534,69,698,276)
ad-title: FOR SALE xyxy=(223,1001,307,1018)
court-body: You are hereby given notice to appear in this Court in person or by pleader duly instructed on 06th October, 2025 at 11:00 A. M. in Court Room No.41, Court of Small Causes, Bandra Branch, Bhaskar Building, Anant Kanekar Marg, Bandra (East) Mumbai 400 051, to file your appearance, failing which the said Appeal will be heard and determined Ex-parte. xyxy=(1065,2044,1447,2118)
ad-item: લક્ઝરીયસ 2-3 BHK @ 1.85Cr onwards, પ્રોજેક્ટ ટ્રસ્ટ, namo ananta. 7353026969 xyxy=(358,738,526,809)
court-in: IN xyxy=(1250,1417,1262,1429)
ad-title: Charkop માર્કેટ xyxy=(211,2043,319,2060)
banner-letter: ચુ xyxy=(68,652,119,703)
